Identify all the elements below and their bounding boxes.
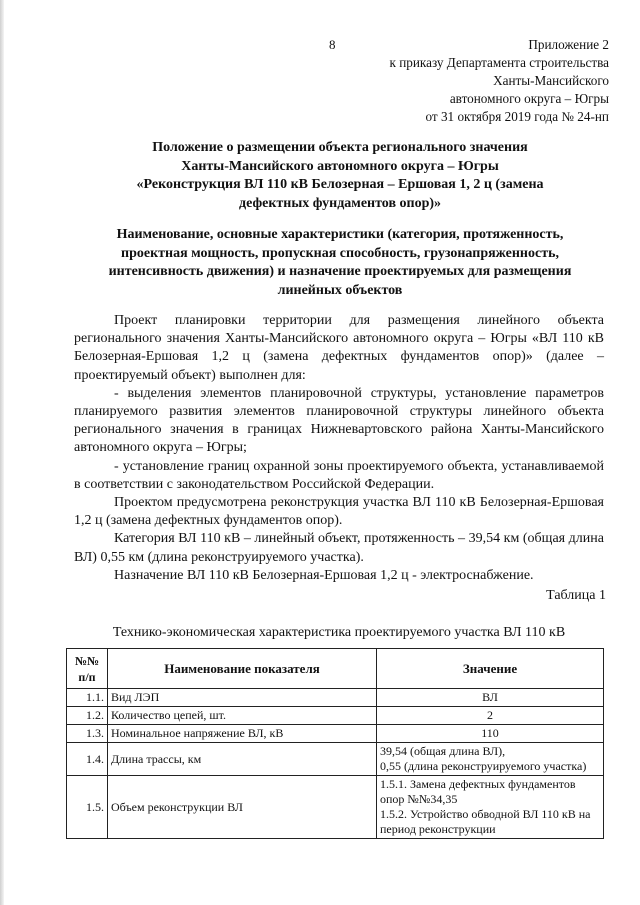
table-row (67, 725, 604, 743)
row-value-line: 39,54 (общая длина ВЛ), (380, 744, 506, 758)
header-value: Значение (377, 649, 604, 689)
table-label: Таблица 1 (546, 588, 606, 603)
header-name: Наименование показателя (108, 649, 377, 689)
row-number: 1.5. (67, 776, 108, 839)
row-value (377, 776, 604, 839)
row-value: 110 (377, 725, 604, 743)
row-value: 2 (377, 707, 604, 725)
appendix-block (349, 36, 609, 126)
paragraph: - выделения элементов планировочной структуры, установление параметров планируемого развития элементов планировочной структуры линейного объекта регионального значения в границах Нижневартовского района Ханты-Мансийского автономного округа – Югры; (74, 385, 604, 456)
table-row (67, 776, 604, 839)
title-line: «Реконструкция ВЛ 110 кВ Белозерная – Ершовая 1, 2 ц (замена (136, 177, 544, 192)
header-number-line: №№ (74, 653, 100, 668)
row-value: ВЛ (377, 689, 604, 707)
title-line: Ханты-Мансийского автономного округа – Югры (181, 158, 499, 174)
paragraph: Назначение ВЛ 110 кВ Белозерная-Ершовая 1,2 ц - электроснабжение. (114, 567, 534, 583)
paragraph: Проектом предусмотрена реконструкция участка ВЛ 110 кВ Белозерная-Ершовая 1,2 ц (замена дефектных фундаментов опор). (74, 495, 604, 529)
row-value (377, 743, 604, 776)
row-name: Номинальное напряжение ВЛ, кВ (108, 725, 377, 743)
row-number: 1.3. (67, 725, 108, 743)
appendix-line: от 31 октября 2019 года № 24-нп (425, 109, 609, 124)
row-name: Длина трассы, км (108, 743, 377, 776)
section-heading (70, 226, 610, 300)
appendix-line: автономного округа – Югры (449, 91, 609, 106)
row-value-line: 1.5.1. Замена дефектных фундаментов (380, 777, 576, 791)
subtitle-line: проектная мощность, пропускная способность, грузонапряженность, (121, 245, 559, 261)
body-text (74, 312, 604, 585)
row-value-line: период реконструкции (380, 822, 496, 836)
scan-edge (0, 0, 4, 905)
title-line: дефектных фундаментов опор)» (238, 195, 442, 211)
page-number: 8 (329, 37, 336, 52)
subtitle-line: Наименование, основные характеристики (категория, протяженность, (116, 227, 564, 242)
appendix-line: Приложение 2 (528, 37, 609, 52)
characteristics-table (66, 648, 604, 839)
table-row (67, 707, 604, 725)
row-name: Вид ЛЭП (108, 689, 377, 707)
table-caption: Технико-экономическая характеристика проектируемого участка ВЛ 110 кВ (112, 625, 566, 640)
row-value-line: 1.5.2. Устройство обводной ВЛ 110 кВ на (380, 807, 591, 821)
paragraph: - установление границ охранной зоны проектируемого объекта, устанавливаемой в соответствии с законодательством Российской Федерации. (74, 458, 604, 492)
paragraph: Проект планировки территории для размещения линейного объекта регионального значения Ханты-Мансийского автономного округа – Югры «ВЛ 110 кВ Белозерная-Ершовая 1,2 ц (замена дефектных фундаментов опор)» (далее – проектируемый объект) выполнен для: (74, 313, 604, 383)
document-title (70, 139, 610, 213)
header-number (67, 649, 108, 689)
row-number: 1.1. (67, 689, 108, 707)
title-line: Положение о размещении объекта регионального значения (152, 140, 528, 155)
table-row (67, 689, 604, 707)
row-name: Объем реконструкции ВЛ (108, 776, 377, 839)
row-number: 1.2. (67, 707, 108, 725)
row-value-line: опор №№34,35 (380, 792, 458, 806)
row-name: Количество цепей, шт. (108, 707, 377, 725)
subtitle-line: интенсивность движения) и назначение проектируемых для размещения (108, 264, 572, 279)
appendix-line: к приказу Департамента строительства (389, 55, 609, 70)
table-header-row (67, 649, 604, 689)
paragraph: Категория ВЛ 110 кВ – линейный объект, протяженность – 39,54 км (общая длина ВЛ) 0,55 км (длина реконструируемого участка). (74, 531, 604, 565)
row-value-line: 0,55 (длина реконструируемого участка) (380, 759, 587, 773)
subtitle-line: линейных объектов (277, 282, 403, 298)
table-row (67, 743, 604, 776)
row-number: 1.4. (67, 743, 108, 776)
header-number-line: п/п (78, 669, 96, 684)
appendix-line: Ханты-Мансийского (493, 73, 609, 88)
